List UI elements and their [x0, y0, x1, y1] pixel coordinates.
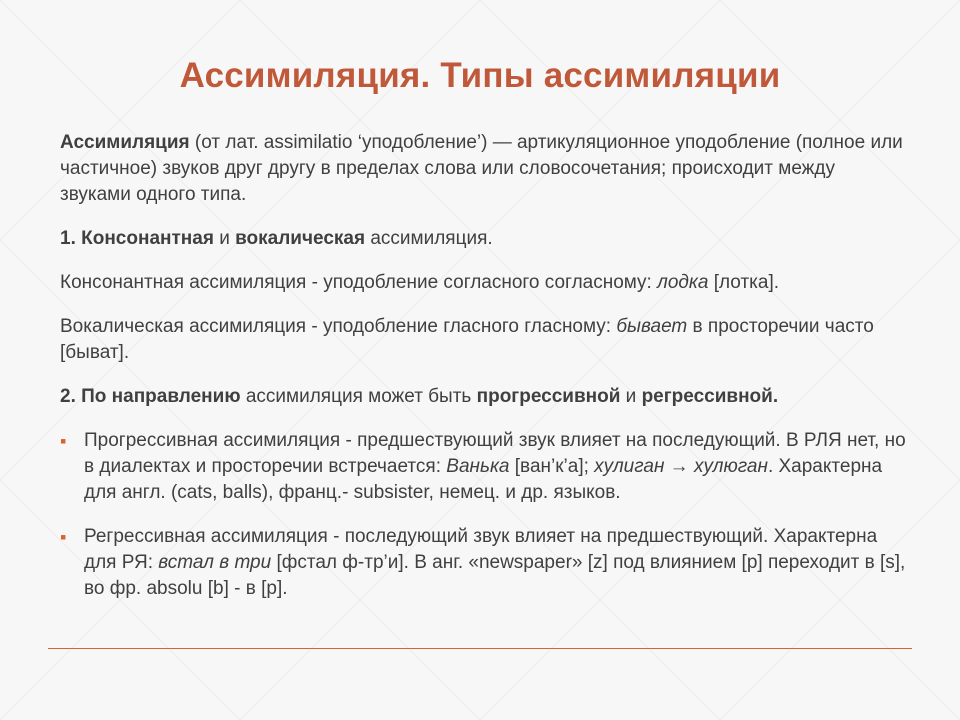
bullet-regressive: [60, 524, 910, 602]
point-2-mid: ассимиляция может быть: [240, 386, 477, 407]
intro-paragraph: [60, 130, 910, 208]
point-2-heading: [60, 384, 910, 410]
consonant-example: лодка: [657, 272, 709, 293]
vocalic-rest: в просторечии часто [быват].: [60, 316, 874, 363]
point-2-term-regressive: регрессивной.: [641, 386, 779, 407]
point-2-lead: 2. По направлению: [60, 386, 241, 407]
point-1-rest: ассимиляция.: [365, 228, 493, 249]
bullet-regressive-text: [84, 524, 910, 602]
progressive-example-1: Ванька: [446, 456, 510, 477]
intro-term: Ассимиляция: [60, 132, 190, 153]
regressive-example-1: встал в три: [158, 552, 272, 573]
point-1-term-consonant: Консонантная: [81, 228, 214, 249]
progressive-text-2: [ван’к’а];: [509, 456, 595, 477]
bullet-square-icon: ▪: [60, 527, 67, 547]
point-2-joiner: и: [620, 386, 642, 407]
progressive-example-2: хулиган → хулюган: [594, 456, 768, 477]
point-2-term-progressive: прогрессивной: [476, 386, 621, 407]
consonant-text: Консонантная ассимиляция - уподобление согласного согласному:: [60, 272, 658, 293]
progressive-text-1: Прогрессивная ассимиляция - предшествующий звук влияет на последующий. В РЛЯ нет, но в диалектах и просторечии встречается:: [84, 430, 906, 477]
slide-title: Ассимиляция. Типы ассимиляции: [179, 56, 781, 95]
consonant-transcription: [лотка].: [708, 272, 780, 293]
bullet-progressive-text: [84, 428, 910, 506]
footer-divider: [48, 648, 912, 649]
point-1-heading: [60, 226, 910, 252]
progressive-text-3: . Характерна для англ. (cats, balls), франц.- subsister, немец. и др. языков.: [84, 456, 883, 503]
vocalic-text: Вокалическая ассимиляция - уподобление гласного гласному:: [60, 316, 617, 337]
point-1-term-vocalic: вокалическая: [235, 228, 366, 249]
intro-text: (от лат. assimilatio ‘уподобление’) — артикуляционное уподобление (полное или частичное) звуков друг другу в пределах слова или словосочетания; происходит между звуками одного типа.: [60, 132, 903, 205]
vocalic-paragraph: [60, 314, 910, 366]
consonant-paragraph: [60, 270, 910, 296]
bullet-progressive: [60, 428, 910, 506]
point-1-number: 1.: [60, 228, 82, 249]
bullet-square-icon: ▪: [60, 431, 67, 451]
regressive-text-1: Регрессивная ассимиляция - последующий звук влияет на предшествующий. Характерна для РЯ:: [84, 526, 878, 573]
regressive-text-2: [фстал ф-тр’и]. В анг. «newspaper» [z] под влиянием [p] переходит в [s], во фр. absolu [b] - в [p].: [84, 552, 906, 599]
slide-content: [60, 130, 910, 620]
vocalic-example: бывает: [616, 316, 688, 337]
point-1-joiner: и: [213, 228, 236, 249]
